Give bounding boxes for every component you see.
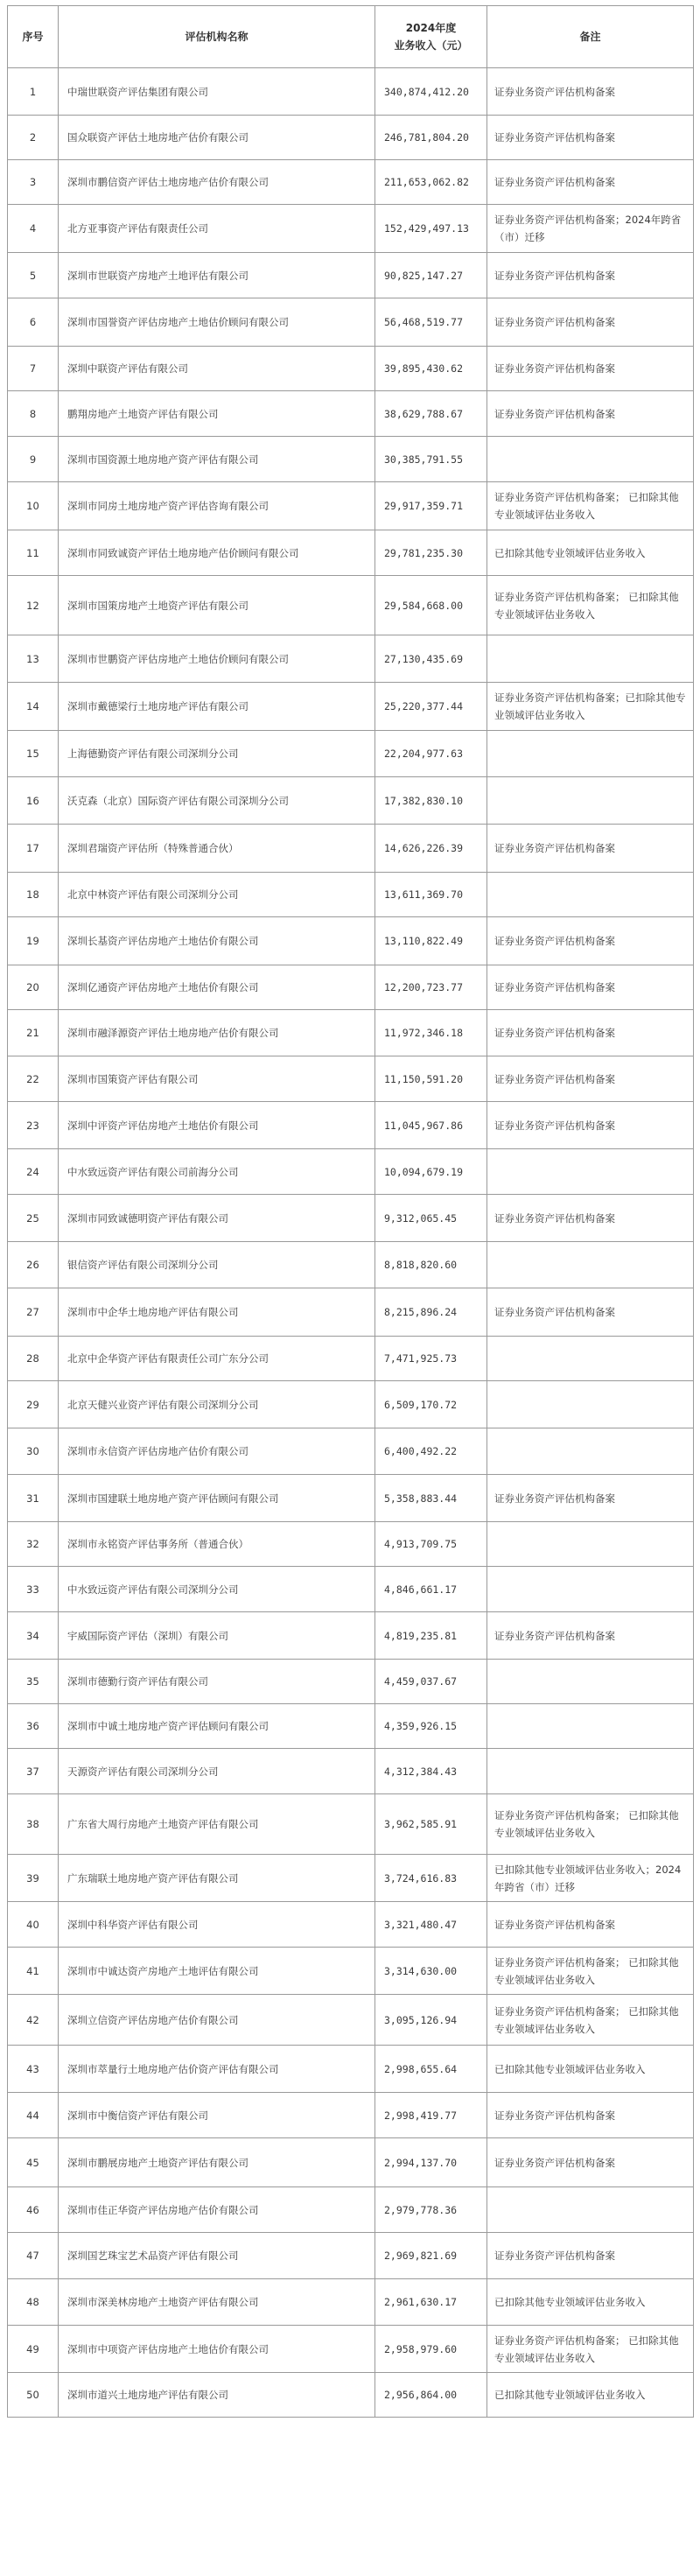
table-row <box>8 2279 694 2326</box>
remark: 证券业务资产评估机构备案 <box>487 1475 694 1522</box>
institution-name: 广东瑞联土地房地产资产评估有限公司 <box>59 1855 375 1902</box>
row-number: 38 <box>8 1794 59 1855</box>
remark: 证券业务资产评估机构备案 <box>487 1902 694 1948</box>
institution-name: 北京中企华资产评估有限责任公司广东分公司 <box>59 1337 375 1381</box>
row-number: 37 <box>8 1749 59 1794</box>
table-row <box>8 2138 694 2187</box>
row-number: 31 <box>8 1475 59 1522</box>
income-amount: 4,846,661.17 <box>375 1567 487 1612</box>
remark: 证券业务资产评估机构备案 <box>487 1010 694 1056</box>
income-amount: 2,956,864.00 <box>375 2373 487 2418</box>
table-row <box>8 1475 694 1522</box>
remark: 证券业务资产评估机构备案 <box>487 1102 694 1149</box>
row-number: 14 <box>8 683 59 731</box>
remark: 证券业务资产评估机构备案；已扣除其他专业领域评估业务收入 <box>487 683 694 731</box>
remark <box>487 1381 694 1428</box>
row-number: 12 <box>8 576 59 635</box>
table-row <box>8 1056 694 1102</box>
remark: 证券业务资产评估机构备案 <box>487 347 694 391</box>
income-amount: 6,509,170.72 <box>375 1381 487 1428</box>
remark <box>487 1337 694 1381</box>
row-number: 5 <box>8 253 59 298</box>
remark: 证券业务资产评估机构备案； 已扣除其他专业领域评估业务收入 <box>487 2326 694 2373</box>
institution-name: 深圳市戴德梁行土地房地产评估有限公司 <box>59 683 375 731</box>
table-row <box>8 1149 694 1195</box>
table-row <box>8 116 694 160</box>
table-row <box>8 298 694 347</box>
table-row <box>8 2373 694 2418</box>
row-number: 48 <box>8 2279 59 2326</box>
remark: 已扣除其他专业领域评估业务收入 <box>487 2373 694 2418</box>
table-row <box>8 347 694 391</box>
row-number: 15 <box>8 731 59 777</box>
remark: 证券业务资产评估机构备案 <box>487 917 694 965</box>
row-number: 13 <box>8 635 59 683</box>
income-amount: 38,629,788.67 <box>375 391 487 437</box>
institution-name: 深圳市世鹏资产评估房地产土地估价顾问有限公司 <box>59 635 375 683</box>
row-number: 29 <box>8 1381 59 1428</box>
income-amount: 13,110,822.49 <box>375 917 487 965</box>
row-number: 44 <box>8 2093 59 2138</box>
income-amount: 5,358,883.44 <box>375 1475 487 1522</box>
table-row <box>8 1102 694 1149</box>
remark: 证券业务资产评估机构备案； 已扣除其他专业领域评估业务收入 <box>487 482 694 530</box>
remark: 证券业务资产评估机构备案 <box>487 116 694 160</box>
income-amount: 9,312,065.45 <box>375 1195 487 1242</box>
remark <box>487 777 694 825</box>
header-income-unit: 业务收入（元） <box>394 39 468 52</box>
remark: 证券业务资产评估机构备案； 已扣除其他专业领域评估业务收入 <box>487 1995 694 2046</box>
remark <box>487 1149 694 1195</box>
table-row <box>8 635 694 683</box>
row-number: 8 <box>8 391 59 437</box>
table-header-row <box>8 6 694 68</box>
remark <box>487 873 694 917</box>
remark: 证券业务资产评估机构备案 <box>487 965 694 1010</box>
table-row <box>8 1902 694 1948</box>
remark <box>487 437 694 482</box>
row-number: 16 <box>8 777 59 825</box>
institution-name: 深圳市国策资产评估有限公司 <box>59 1056 375 1102</box>
income-amount: 340,874,412.20 <box>375 68 487 116</box>
table-row <box>8 2326 694 2373</box>
institution-name: 鹏翔房地产土地资产评估有限公司 <box>59 391 375 437</box>
institution-name: 深圳市中衡信资产评估有限公司 <box>59 2093 375 2138</box>
remark: 证券业务资产评估机构备案；2024年跨省（市）迁移 <box>487 205 694 253</box>
table-row <box>8 1660 694 1704</box>
table-row <box>8 2093 694 2138</box>
institution-name: 深圳君瑞资产评估所（特殊普通合伙） <box>59 825 375 873</box>
institution-name: 沃克森（北京）国际资产评估有限公司深圳分公司 <box>59 777 375 825</box>
remark: 证券业务资产评估机构备案 <box>487 1195 694 1242</box>
income-amount: 29,781,235.30 <box>375 530 487 576</box>
row-number: 33 <box>8 1567 59 1612</box>
institution-name: 深圳市中诚土地房地产资产评估顾问有限公司 <box>59 1704 375 1749</box>
institution-name: 中瑞世联资产评估集团有限公司 <box>59 68 375 116</box>
remark: 证券业务资产评估机构备案 <box>487 1612 694 1660</box>
row-number: 39 <box>8 1855 59 1902</box>
remark: 证券业务资产评估机构备案 <box>487 160 694 205</box>
institution-name: 国众联资产评估土地房地产估价有限公司 <box>59 116 375 160</box>
table-row <box>8 2187 694 2233</box>
remark: 证券业务资产评估机构备案 <box>487 2233 694 2279</box>
remark <box>487 1660 694 1704</box>
income-amount: 2,969,821.69 <box>375 2233 487 2279</box>
table-row <box>8 530 694 576</box>
income-amount: 2,998,419.77 <box>375 2093 487 2138</box>
remark: 证券业务资产评估机构备案； 已扣除其他专业领域评估业务收入 <box>487 1948 694 1995</box>
remark <box>487 1567 694 1612</box>
remark: 证券业务资产评估机构备案 <box>487 298 694 347</box>
income-amount: 4,312,384.43 <box>375 1749 487 1794</box>
remark <box>487 1242 694 1288</box>
table-row <box>8 1242 694 1288</box>
institution-name: 深圳市国建联土地房地产资产评估顾问有限公司 <box>59 1475 375 1522</box>
table-row <box>8 683 694 731</box>
table-row <box>8 1612 694 1660</box>
table-row <box>8 777 694 825</box>
row-number: 46 <box>8 2187 59 2233</box>
remark <box>487 1522 694 1567</box>
table-row <box>8 1995 694 2046</box>
institution-name: 银信资产评估有限公司深圳分公司 <box>59 1242 375 1288</box>
institution-name: 深圳长基资产评估房地产土地估价有限公司 <box>59 917 375 965</box>
institution-name: 深圳市萃量行土地房地产估价资产评估有限公司 <box>59 2046 375 2093</box>
remark: 已扣除其他专业领域评估业务收入 <box>487 2046 694 2093</box>
institution-name: 深圳市佳正华资产评估房地产估价有限公司 <box>59 2187 375 2233</box>
income-amount: 12,200,723.77 <box>375 965 487 1010</box>
income-amount: 7,471,925.73 <box>375 1337 487 1381</box>
remark <box>487 1749 694 1794</box>
row-number: 21 <box>8 1010 59 1056</box>
income-amount: 8,818,820.60 <box>375 1242 487 1288</box>
table-row <box>8 1288 694 1337</box>
row-number: 24 <box>8 1149 59 1195</box>
institution-name: 中水致远资产评估有限公司深圳分公司 <box>59 1567 375 1612</box>
remark: 已扣除其他专业领域评估业务收入 <box>487 530 694 576</box>
row-number: 26 <box>8 1242 59 1288</box>
institution-name: 广东省大周行房地产土地资产评估有限公司 <box>59 1794 375 1855</box>
institution-name: 深圳市永信资产评估房地产估价有限公司 <box>59 1428 375 1475</box>
institution-name: 深圳市中项资产评估房地产土地估价有限公司 <box>59 2326 375 2373</box>
header-name: 评估机构名称 <box>59 6 375 68</box>
remark <box>487 731 694 777</box>
table-body <box>8 68 694 2418</box>
income-amount: 3,724,616.83 <box>375 1855 487 1902</box>
table-row <box>8 1428 694 1475</box>
income-amount: 11,045,967.86 <box>375 1102 487 1149</box>
income-amount: 17,382,830.10 <box>375 777 487 825</box>
row-number: 47 <box>8 2233 59 2279</box>
institution-name: 深圳市世联资产房地产土地评估有限公司 <box>59 253 375 298</box>
income-amount: 3,095,126.94 <box>375 1995 487 2046</box>
row-number: 45 <box>8 2138 59 2187</box>
row-number: 1 <box>8 68 59 116</box>
table-row <box>8 965 694 1010</box>
income-amount: 11,150,591.20 <box>375 1056 487 1102</box>
institution-name: 上海德勤资产评估有限公司深圳分公司 <box>59 731 375 777</box>
table-row <box>8 437 694 482</box>
row-number: 32 <box>8 1522 59 1567</box>
institution-name: 深圳市鹏展房地产土地资产评估有限公司 <box>59 2138 375 2187</box>
income-amount: 2,958,979.60 <box>375 2326 487 2373</box>
institution-name: 深圳中科华资产评估有限公司 <box>59 1902 375 1948</box>
income-amount: 4,459,037.67 <box>375 1660 487 1704</box>
remark: 证券业务资产评估机构备案 <box>487 2093 694 2138</box>
table-row <box>8 825 694 873</box>
table-row <box>8 1337 694 1381</box>
income-amount: 2,998,655.64 <box>375 2046 487 2093</box>
income-amount: 4,359,926.15 <box>375 1704 487 1749</box>
remark <box>487 1428 694 1475</box>
remark: 证券业务资产评估机构备案 <box>487 1288 694 1337</box>
table-row <box>8 253 694 298</box>
institution-name: 深圳市同房土地房地产资产评估咨询有限公司 <box>59 482 375 530</box>
income-amount: 2,961,630.17 <box>375 2279 487 2326</box>
institution-name: 北方亚事资产评估有限责任公司 <box>59 205 375 253</box>
table-row <box>8 917 694 965</box>
income-amount: 56,468,519.77 <box>375 298 487 347</box>
remark: 证券业务资产评估机构备案； 已扣除其他专业领域评估业务收入 <box>487 1794 694 1855</box>
income-amount: 4,913,709.75 <box>375 1522 487 1567</box>
remark: 证券业务资产评估机构备案 <box>487 1056 694 1102</box>
row-number: 4 <box>8 205 59 253</box>
income-amount: 14,626,226.39 <box>375 825 487 873</box>
income-amount: 4,819,235.81 <box>375 1612 487 1660</box>
row-number: 6 <box>8 298 59 347</box>
table-row <box>8 1749 694 1794</box>
income-amount: 11,972,346.18 <box>375 1010 487 1056</box>
income-amount: 27,130,435.69 <box>375 635 487 683</box>
institution-name: 深圳市德勤行资产评估有限公司 <box>59 1660 375 1704</box>
institution-name: 北京天健兴业资产评估有限公司深圳分公司 <box>59 1381 375 1428</box>
table-row <box>8 1381 694 1428</box>
row-number: 50 <box>8 2373 59 2418</box>
income-amount: 30,385,791.55 <box>375 437 487 482</box>
table-row <box>8 391 694 437</box>
remark: 已扣除其他专业领域评估业务收入；2024年跨省（市）迁移 <box>487 1855 694 1902</box>
income-amount: 3,962,585.91 <box>375 1794 487 1855</box>
income-amount: 6,400,492.22 <box>375 1428 487 1475</box>
header-income-year: 2024年度 <box>405 22 457 34</box>
table-row <box>8 205 694 253</box>
remark <box>487 1704 694 1749</box>
institution-name: 深圳市鹏信资产评估土地房地产估价有限公司 <box>59 160 375 205</box>
remark: 证券业务资产评估机构备案； 已扣除其他专业领域评估业务收入 <box>487 576 694 635</box>
income-amount: 8,215,896.24 <box>375 1288 487 1337</box>
row-number: 7 <box>8 347 59 391</box>
row-number: 18 <box>8 873 59 917</box>
income-amount: 90,825,147.27 <box>375 253 487 298</box>
institution-name: 深圳市国策房地产土地资产评估有限公司 <box>59 576 375 635</box>
row-number: 42 <box>8 1995 59 2046</box>
income-amount: 152,429,497.13 <box>375 205 487 253</box>
income-amount: 211,653,062.82 <box>375 160 487 205</box>
table-row <box>8 2233 694 2279</box>
remark: 证券业务资产评估机构备案 <box>487 825 694 873</box>
remark: 证券业务资产评估机构备案 <box>487 253 694 298</box>
table-row <box>8 1567 694 1612</box>
income-amount: 25,220,377.44 <box>375 683 487 731</box>
institution-name: 深圳市中企华土地房地产评估有限公司 <box>59 1288 375 1337</box>
institution-name: 天源资产评估有限公司深圳分公司 <box>59 1749 375 1794</box>
row-number: 27 <box>8 1288 59 1337</box>
table-row <box>8 1948 694 1995</box>
row-number: 11 <box>8 530 59 576</box>
income-amount: 3,314,630.00 <box>375 1948 487 1995</box>
row-number: 2 <box>8 116 59 160</box>
institution-name: 深圳市中诚达资产房地产土地评估有限公司 <box>59 1948 375 1995</box>
remark <box>487 635 694 683</box>
remark: 证券业务资产评估机构备案 <box>487 68 694 116</box>
row-number: 35 <box>8 1660 59 1704</box>
row-number: 43 <box>8 2046 59 2093</box>
institution-name: 深圳亿通资产评估房地产土地估价有限公司 <box>59 965 375 1010</box>
institution-name: 深圳中联资产评估有限公司 <box>59 347 375 391</box>
header-no: 序号 <box>8 6 59 68</box>
income-amount: 2,994,137.70 <box>375 2138 487 2187</box>
institution-name: 深圳中评资产评估房地产土地估价有限公司 <box>59 1102 375 1149</box>
table-row <box>8 1195 694 1242</box>
institution-name: 中水致远资产评估有限公司前海分公司 <box>59 1149 375 1195</box>
institution-name: 深圳市同致诚资产评估土地房地产估价顾问有限公司 <box>59 530 375 576</box>
row-number: 9 <box>8 437 59 482</box>
row-number: 3 <box>8 160 59 205</box>
institution-name: 深圳立信资产评估房地产估价有限公司 <box>59 1995 375 2046</box>
remark: 证券业务资产评估机构备案 <box>487 391 694 437</box>
institution-name: 深圳国艺珠宝艺术品资产评估有限公司 <box>59 2233 375 2279</box>
income-amount: 2,979,778.36 <box>375 2187 487 2233</box>
ranking-document <box>7 5 693 2418</box>
row-number: 22 <box>8 1056 59 1102</box>
table-row <box>8 2046 694 2093</box>
row-number: 34 <box>8 1612 59 1660</box>
income-amount: 10,094,679.19 <box>375 1149 487 1195</box>
income-amount: 39,895,430.62 <box>375 347 487 391</box>
row-number: 19 <box>8 917 59 965</box>
table-row <box>8 1704 694 1749</box>
income-amount: 13,611,369.70 <box>375 873 487 917</box>
institution-name: 宇威国际资产评估（深圳）有限公司 <box>59 1612 375 1660</box>
table-row <box>8 873 694 917</box>
remark <box>487 2187 694 2233</box>
row-number: 20 <box>8 965 59 1010</box>
table-row <box>8 1855 694 1902</box>
institution-name: 深圳市国资源土地房地产资产评估有限公司 <box>59 437 375 482</box>
table-row <box>8 1010 694 1056</box>
remark: 已扣除其他专业领域评估业务收入 <box>487 2279 694 2326</box>
income-amount: 29,584,668.00 <box>375 576 487 635</box>
row-number: 40 <box>8 1902 59 1948</box>
income-amount: 29,917,359.71 <box>375 482 487 530</box>
institution-name: 深圳市融泽源资产评估土地房地产估价有限公司 <box>59 1010 375 1056</box>
table-row <box>8 576 694 635</box>
institution-name: 深圳市同致诚德明资产评估有限公司 <box>59 1195 375 1242</box>
row-number: 28 <box>8 1337 59 1381</box>
table-row <box>8 482 694 530</box>
row-number: 25 <box>8 1195 59 1242</box>
row-number: 41 <box>8 1948 59 1995</box>
institution-name: 深圳市永铭资产评估事务所（普通合伙） <box>59 1522 375 1567</box>
income-amount: 22,204,977.63 <box>375 731 487 777</box>
income-amount: 246,781,804.20 <box>375 116 487 160</box>
table-row <box>8 160 694 205</box>
row-number: 17 <box>8 825 59 873</box>
table-row <box>8 1522 694 1567</box>
institution-name: 深圳市道兴土地房地产评估有限公司 <box>59 2373 375 2418</box>
table-row <box>8 68 694 116</box>
income-amount: 3,321,480.47 <box>375 1902 487 1948</box>
row-number: 36 <box>8 1704 59 1749</box>
table-row <box>8 731 694 777</box>
appraisal-income-table <box>7 5 694 2418</box>
row-number: 49 <box>8 2326 59 2373</box>
table-row <box>8 1794 694 1855</box>
institution-name: 深圳市国誉资产评估房地产土地估价顾问有限公司 <box>59 298 375 347</box>
header-note: 备注 <box>487 6 694 68</box>
row-number: 10 <box>8 482 59 530</box>
remark: 证券业务资产评估机构备案 <box>487 2138 694 2187</box>
institution-name: 深圳市深美林房地产土地资产评估有限公司 <box>59 2279 375 2326</box>
institution-name: 北京中林资产评估有限公司深圳分公司 <box>59 873 375 917</box>
header-income <box>375 6 487 68</box>
row-number: 30 <box>8 1428 59 1475</box>
row-number: 23 <box>8 1102 59 1149</box>
